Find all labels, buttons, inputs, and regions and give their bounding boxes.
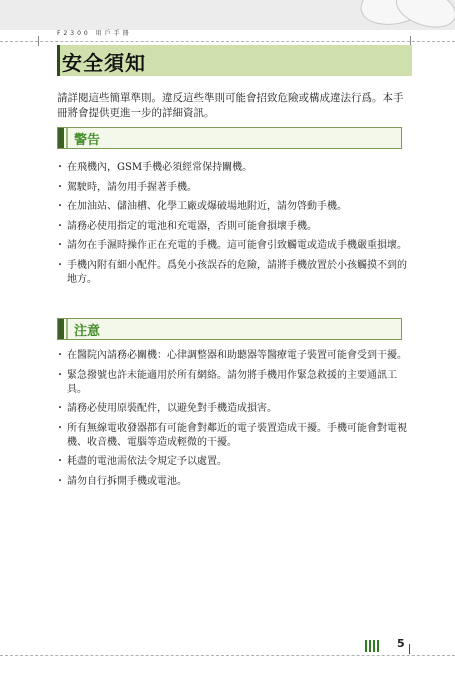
list-item: ・ 請務必使用指定的電池和充電器，否則可能會損壞手機。 (57, 220, 407, 234)
section-accent-bar (58, 319, 64, 339)
list-item: ・ 手機內附有細小配件。爲免小孩誤吞的危險，請將手機放置於小孩觸摸不到的地方。 (57, 259, 407, 287)
intro-paragraph: 請詳閱這些簡單準則。違反這些準則可能會招致危險或構成違法行爲。本手冊將會提供更進一步的詳細資訊。 (57, 92, 404, 119)
section-title: 注意 (74, 324, 101, 339)
section-accent-bar (58, 128, 64, 148)
top-decoration-band (0, 0, 455, 30)
list-item: ・ 駕駛時，請勿用手握著手機。 (57, 181, 407, 195)
running-header: F2300 用戶手冊 (57, 30, 132, 37)
footer-divider (0, 655, 455, 656)
page-title: 安全須知 (62, 51, 146, 75)
list-item: ・ 在飛機內，GSM手機必須經常保持關機。 (57, 161, 407, 175)
list-item: ・ 耗盡的電池需依法令規定予以處置。 (57, 455, 407, 469)
section-accent-bar (66, 319, 68, 339)
section-accent-bar (66, 128, 68, 148)
title-accent-bar (57, 45, 60, 76)
header-divider (0, 41, 455, 42)
crop-mark (409, 644, 410, 654)
warning-list (57, 161, 407, 292)
section-header-warning (57, 127, 402, 149)
page-title-box (57, 45, 412, 76)
list-item: ・ 所有無線電收發器都有可能會對鄰近的電子裝置造成干擾。手機可能會對電視機、收音機、電腦等造成輕微的干擾。 (57, 422, 407, 450)
page-number-bars-icon (365, 640, 381, 652)
page-number: 5 (397, 637, 405, 650)
list-item: ・ 在加油站、儲油槽、化學工廠或爆破場地附近，請勿啓動手機。 (57, 200, 407, 214)
section-title: 警告 (74, 133, 101, 148)
caution-list (57, 349, 407, 494)
list-item: ・ 在醫院內請務必關機：心律調整器和助聽器等醫療電子裝置可能會受到干擾。 (57, 349, 407, 363)
list-item: ・ 請勿在手濕時操作正在充電的手機。這可能會引致觸電或造成手機嚴重損壞。 (57, 239, 407, 253)
list-item: ・ 緊急撥號也許未能適用於所有網絡。請勿將手機用作緊急救援的主要通訊工具。 (57, 369, 407, 397)
list-item: ・ 請勿自行拆開手機或電池。 (57, 475, 407, 489)
section-header-caution (57, 318, 402, 340)
list-item: ・ 請務必使用原裝配件，以避免對手機造成損害。 (57, 402, 407, 416)
